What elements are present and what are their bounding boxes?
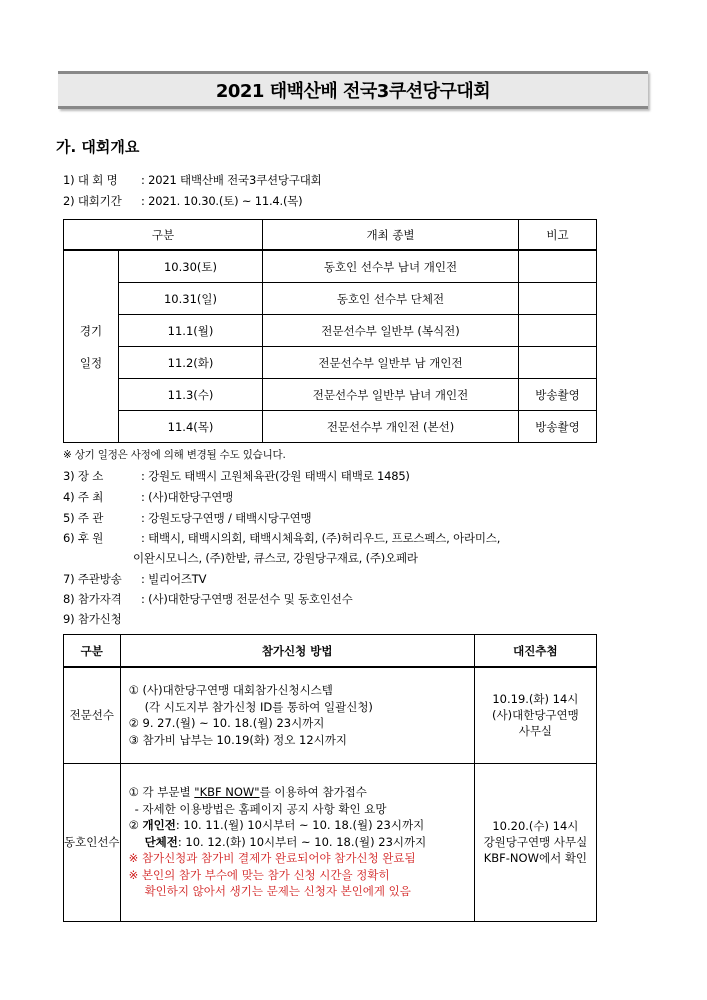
section-heading: 가. 대회개요 xyxy=(56,138,140,156)
table-row xyxy=(64,283,597,315)
category-line: 일정 xyxy=(79,355,103,370)
draw-line: (사)대한당구연맹 xyxy=(492,708,579,723)
draw-line: KBF-NOW에서 확인 xyxy=(483,851,588,865)
registration-header-method: 참가신청 방법 xyxy=(120,635,474,668)
warning-line: ※ 참가신청과 참가비 결제가 완료되어야 참가신청 완료됨 xyxy=(128,851,416,866)
schedule-note: 방송촬영 xyxy=(519,411,597,443)
table-row xyxy=(64,411,597,443)
schedule-header-event: 개최 종별 xyxy=(263,220,519,251)
detail-broadcast: 7) 주관방송 : 빌리어즈TV xyxy=(63,572,207,586)
method-line: (각 시도지부 참가신청 ID를 통하여 일괄신청) xyxy=(144,699,373,714)
registration-method-amateur xyxy=(120,763,474,921)
method-line: ① 각 부문별 "KBF NOW"를 이용하여 참가접수 xyxy=(128,785,367,800)
schedule-category xyxy=(64,250,119,443)
method-line: ② 개인전: 10. 11.(월) 10시부터 ~ 10. 18.(월) 23시까지 xyxy=(128,818,425,833)
schedule-header-category: 구분 xyxy=(64,220,263,251)
schedule-date: 10.31(일) xyxy=(119,283,263,315)
registration-category-pro: 전문선수 xyxy=(64,667,121,763)
document-title: 2021 태백산배 전국3쿠션당구대회 xyxy=(58,71,648,109)
table-row xyxy=(64,315,597,347)
draw-line: 10.19.(화) 14시 xyxy=(492,692,579,707)
warning-line: ※ 본인의 참가 부수에 맞는 참가 신청 시간을 정확히 xyxy=(128,867,390,882)
category-line: 경기 xyxy=(79,323,103,338)
schedule-event: 전문선수부 개인전 (본선) xyxy=(263,411,519,443)
schedule-event: 동호인 선수부 남녀 개인전 xyxy=(263,250,519,283)
method-line: 단체전: 10. 12.(화) 10시부터 ~ 10. 18.(월) 23시까지 xyxy=(144,834,427,849)
schedule-note xyxy=(519,283,597,315)
schedule-event: 전문선수부 일반부 남 개인전 xyxy=(263,347,519,379)
registration-method-pro xyxy=(120,667,474,763)
schedule-note xyxy=(519,315,597,347)
schedule-date: 11.2(화) xyxy=(119,347,263,379)
registration-category-amateur: 동호인선수 xyxy=(64,763,121,921)
schedule-date: 11.1(월) xyxy=(119,315,263,347)
detail-sponsors: 6) 후 원 : 태백시, 태백시의회, 태백시체육회, (주)허리우드, 프로스펙스, 아라미스, xyxy=(63,531,501,545)
schedule-note xyxy=(519,347,597,379)
detail-venue: 3) 장 소 : 강원도 태백시 고원체육관(강원 태백시 태백로 1485) xyxy=(63,469,410,483)
schedule-note xyxy=(519,250,597,283)
table-row xyxy=(64,763,597,921)
kbf-now-link: "KBF NOW" xyxy=(194,785,260,800)
schedule-event: 전문선수부 일반부 (복식전) xyxy=(263,315,519,347)
overview-period: 2) 대회기간 : 2021. 10.30.(토) ~ 11.4.(목) xyxy=(63,194,303,208)
draw-line: 사무실 xyxy=(518,724,553,739)
schedule-date: 11.3(수) xyxy=(119,379,263,411)
registration-header-category: 구분 xyxy=(64,635,121,668)
overview-name: 1) 대 회 명 : 2021 태백산배 전국3쿠션당구대회 xyxy=(63,173,322,187)
table-row xyxy=(64,379,597,411)
method-line: ③ 참가비 납부는 10.19(화) 정오 12시까지 xyxy=(128,732,347,747)
detail-eligibility: 8) 참가자격 : (사)대한당구연맹 전문선수 및 동호인선수 xyxy=(63,592,353,606)
schedule-event: 전문선수부 일반부 남녀 개인전 xyxy=(263,379,519,411)
draw-line: 10.20.(수) 14시 xyxy=(492,819,579,833)
schedule-date: 11.4(목) xyxy=(119,411,263,443)
registration-table xyxy=(63,634,597,922)
schedule-header-row xyxy=(64,220,597,251)
table-row xyxy=(64,250,597,283)
method-line: ② 9. 27.(월) ~ 10. 18.(월) 23시까지 xyxy=(128,716,325,731)
detail-sponsors-cont: 이완시모니스, (주)한밭, 큐스코, 강원당구재료, (주)오페라 xyxy=(133,551,418,565)
schedule-note: 방송촬영 xyxy=(519,379,597,411)
schedule-event: 동호인 선수부 단체전 xyxy=(263,283,519,315)
registration-draw-pro xyxy=(474,667,596,763)
method-line: ① (사)대한당구연맹 대회참가신청시스템 xyxy=(128,683,333,698)
table-row xyxy=(64,347,597,379)
registration-header-row xyxy=(64,635,597,668)
detail-registration: 9) 참가신청 xyxy=(63,612,122,626)
schedule-header-note: 비고 xyxy=(519,220,597,251)
schedule-date: 10.30(토) xyxy=(119,250,263,283)
method-line: - 자세한 이용방법은 홈페이지 공지 사항 확인 요망 xyxy=(134,801,387,816)
schedule-table xyxy=(63,219,597,443)
registration-draw-amateur xyxy=(474,763,596,921)
detail-organizer: 5) 주 관 : 강원도당구연맹 / 태백시당구연맹 xyxy=(63,511,312,525)
registration-header-draw: 대진추첨 xyxy=(474,635,596,668)
table-row xyxy=(64,667,597,763)
detail-host: 4) 주 최 : (사)대한당구연맹 xyxy=(63,490,234,504)
schedule-footnote: ※ 상기 일정은 사정에 의해 변경될 수도 있습니다. xyxy=(63,449,286,461)
warning-line: 확인하지 않아서 생기는 문제는 신청자 본인에게 있음 xyxy=(144,884,411,899)
draw-line: 강원당구연맹 사무실 xyxy=(483,835,588,849)
